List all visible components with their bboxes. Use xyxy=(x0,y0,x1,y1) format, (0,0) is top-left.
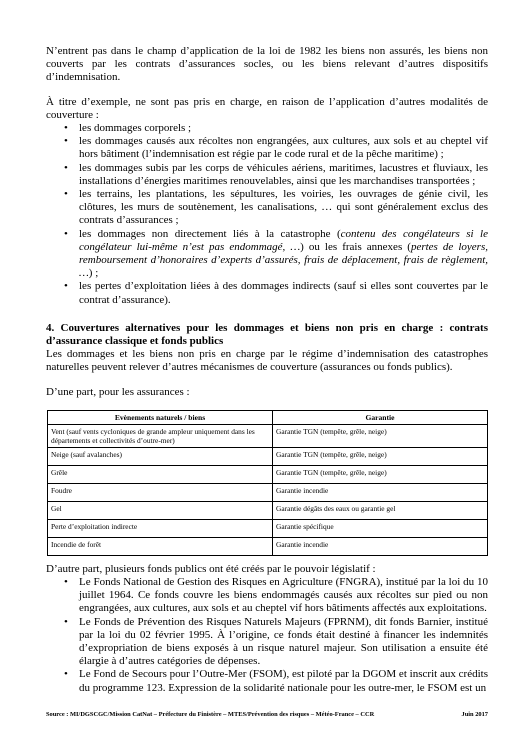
table-cell-guarantee: Garantie spécifique xyxy=(273,520,488,538)
table-cell-guarantee: Garantie TGN (tempête, grêle, neige) xyxy=(273,448,488,466)
item-text: ) ou les frais annexes ( xyxy=(300,240,411,253)
table-row xyxy=(48,448,488,466)
footer-date: Juin 2017 xyxy=(461,711,488,718)
item-emphasis: pertes de loyers, remboursement d’honoraires d’experts d’assurés, frais de déplacement, frais de règlement, … xyxy=(79,240,488,280)
section-4-text: Les dommages et les biens non pris en charge par le régime d’indemnisation des catastrophes naturelles peuvent relever d’autres mécanismes de couverture (assurances ou fonds publics). xyxy=(46,348,488,374)
table-cell-event: Perte d’exploitation indirecte xyxy=(48,520,273,538)
section-4-heading: 4. Couvertures alternatives pour les dommages et biens non pris en charge : contrats d’assurance classique et fonds publics xyxy=(46,322,488,348)
list-item: • les terrains, les plantations, les sépultures, les voiries, les ouvrages de génie civil, les clôtures, les murs de soutènement, les canalisations, … qui sont généralement exclus des contrats d’assurances ; xyxy=(64,188,488,228)
table-cell-guarantee: Garantie dégâts des eaux ou garantie gel xyxy=(273,502,488,520)
table-cell-guarantee: Garantie TGN (tempête, grêle, neige) xyxy=(273,425,488,448)
column-header-events: Evènements naturels / biens xyxy=(48,411,273,425)
table-cell-event: Incendie de forêt xyxy=(48,538,273,556)
exclusions-list xyxy=(64,122,488,307)
column-header-guarantee: Garantie xyxy=(273,411,488,425)
table-row xyxy=(48,520,488,538)
table-row xyxy=(48,484,488,502)
fonds-list xyxy=(64,576,488,695)
assurances-intro: D’une part, pour les assurances : xyxy=(46,386,190,398)
list-item: • Le Fonds National de Gestion des Risques en Agriculture (FNGRA), institué par la loi du 10 juillet 1964. Ce fonds couvre les biens endommagés causés aux récoltes sur pied ou non engrangées, aux cultures, aux sols et au cheptel vif hors bâtiments affectés aux exploitations. xyxy=(64,576,488,616)
item-text: les dommages non directement liés à la catastrophe ( xyxy=(79,227,341,240)
intro-paragraph-2: À titre d’exemple, ne sont pas pris en charge, en raison de l’application d’autres modalités de couverture : xyxy=(46,96,488,122)
table-cell-guarantee: Garantie incendie xyxy=(273,484,488,502)
intro-paragraph-1: N’entrent pas dans le champ d’application de la loi de 1982 les biens non assurés, les biens non couverts par les contrats d’assurances socles, ou les biens relevant d’autres dispositifs d’indemnisation. xyxy=(46,45,488,84)
table-cell-event: Neige (sauf avalanches) xyxy=(48,448,273,466)
coverage-table xyxy=(47,410,488,556)
item-text: ) ; xyxy=(88,267,99,280)
list-item: • les pertes d’exploitation liées à des dommages indirects (sauf si elles sont couvertes par le contrat d’assurance). xyxy=(64,280,488,306)
table-cell-event: Foudre xyxy=(48,484,273,502)
table-cell-event: Gel xyxy=(48,502,273,520)
list-item: • les dommages corporels ; xyxy=(64,122,488,135)
table-header-row xyxy=(48,411,488,425)
table-row xyxy=(48,466,488,484)
footer-source: Source : MI/DGSCGC/Mission CatNat – Préfecture du Finistère – MTES/Prévention des risques – Météo-France – CCR xyxy=(46,711,375,718)
table-cell-guarantee: Garantie TGN (tempête, grêle, neige) xyxy=(273,466,488,484)
list-item xyxy=(64,228,488,281)
table-row xyxy=(48,538,488,556)
fonds-intro: D’autre part, plusieurs fonds publics ont été créés par le pouvoir législatif : xyxy=(46,563,376,575)
table-row xyxy=(48,425,488,448)
table-cell-event: Vent (sauf vents cycloniques de grande ampleur uniquement dans les départements et collectivités d’outre-mer) xyxy=(48,425,273,448)
list-item: • Le Fonds de Prévention des Risques Naturels Majeurs (FPRNM), dit fonds Barnier, institué par la loi du 02 février 1995. À l’origine, ce fonds était destiné à financer les indemnités d’expropriation de biens exposés à un risque naturel majeur. Son utilisation a ensuite été élargie à d’autres catégories de dépenses. xyxy=(64,616,488,669)
table-cell-event: Grêle xyxy=(48,466,273,484)
page-footer xyxy=(46,711,488,718)
item-emphasis: contenu des congélateurs si le congélateur lui-même n’est pas endommagé, … xyxy=(79,227,488,253)
list-item: • Le Fond de Secours pour l’Outre-Mer (FSOM), est piloté par la DGOM et inscrit aux crédits du programme 123. Expression de la solidarité nationale pour les outre-mer, le FSOM est un xyxy=(64,668,488,694)
table-row xyxy=(48,502,488,520)
list-item: • les dommages subis par les corps de véhicules aériens, maritimes, lacustres et fluviaux, les installations d’énergies maritimes renouvelables, ainsi que les marchandises transportées ; xyxy=(64,162,488,188)
table-cell-guarantee: Garantie incendie xyxy=(273,538,488,556)
list-item: • les dommages causés aux récoltes non engrangées, aux cultures, aux sols et au cheptel vif hors bâtiment (l’indemnisation est régie par le code rural et de la pêche maritime) ; xyxy=(64,135,488,161)
